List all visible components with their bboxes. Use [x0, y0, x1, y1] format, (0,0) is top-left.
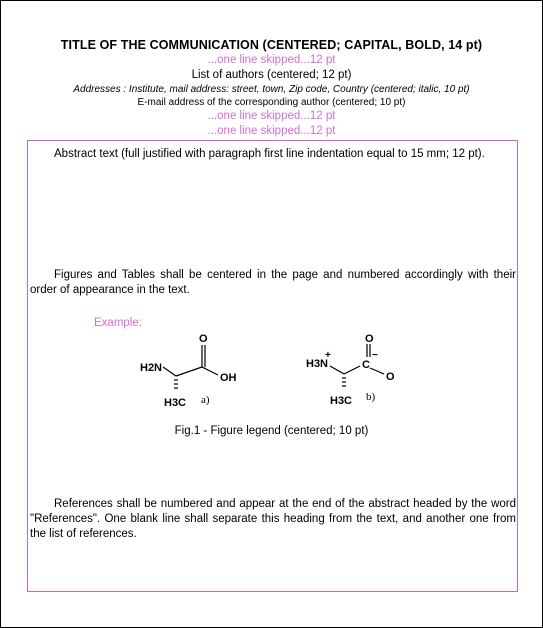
minus-charge: −: [372, 350, 378, 361]
line-skipped-note-1: ...one line skipped...12 pt: [207, 54, 336, 66]
line-skipped-note-3: ...one line skipped...12 pt: [207, 125, 336, 137]
line-skipped-note-2: ...one line skipped...12 pt: [207, 110, 336, 122]
authors-line: List of authors (centered; 12 pt): [191, 69, 352, 81]
communication-title: TITLE OF THE COMMUNICATION (CENTERED; CAPITAL, BOLD, 14 pt): [60, 38, 483, 52]
email-line: E-mail address of the corresponding author (centered; 10 pt): [137, 97, 406, 108]
example-label: Example:: [94, 317, 142, 329]
o-label-a: O: [199, 333, 208, 345]
o-right-label: O: [386, 371, 395, 383]
plus-charge: +: [325, 350, 331, 361]
oh-label: OH: [220, 372, 237, 384]
figure-label-b: b): [366, 391, 376, 403]
carboxyl-c-label: C: [362, 359, 370, 371]
o-top-label: O: [365, 333, 374, 345]
figure-legend: Fig.1 - Figure legend (centered; 10 pt): [174, 425, 369, 437]
h3c-label-b: H3C: [330, 395, 353, 407]
h3n-label: H3N: [306, 358, 329, 370]
structure-b: [306, 333, 395, 407]
structure-a: [140, 333, 237, 409]
references-paragraph: References shall be numbered and appear at the end of the abstract headed by the word "References". One blank line shall separate this heading from the text, and another one from the list of references.: [30, 498, 516, 540]
h3c-label-a: H3C: [164, 397, 187, 409]
addresses-line: Addresses : Institute, mail address: street, town, Zip code, Country (centered; italic, 10 pt): [73, 84, 470, 95]
figures-paragraph: Figures and Tables shall be centered in the page and numbered accordingly with their order of appearance in the text.: [30, 269, 516, 296]
chemical-structures-figure: [130, 330, 400, 415]
abstract-paragraph: Abstract text (full justified with paragraph first line indentation equal to 15 mm; 12 pt).: [54, 148, 485, 160]
h2n-label: H2N: [140, 362, 163, 374]
figure-label-a: a): [201, 394, 210, 406]
